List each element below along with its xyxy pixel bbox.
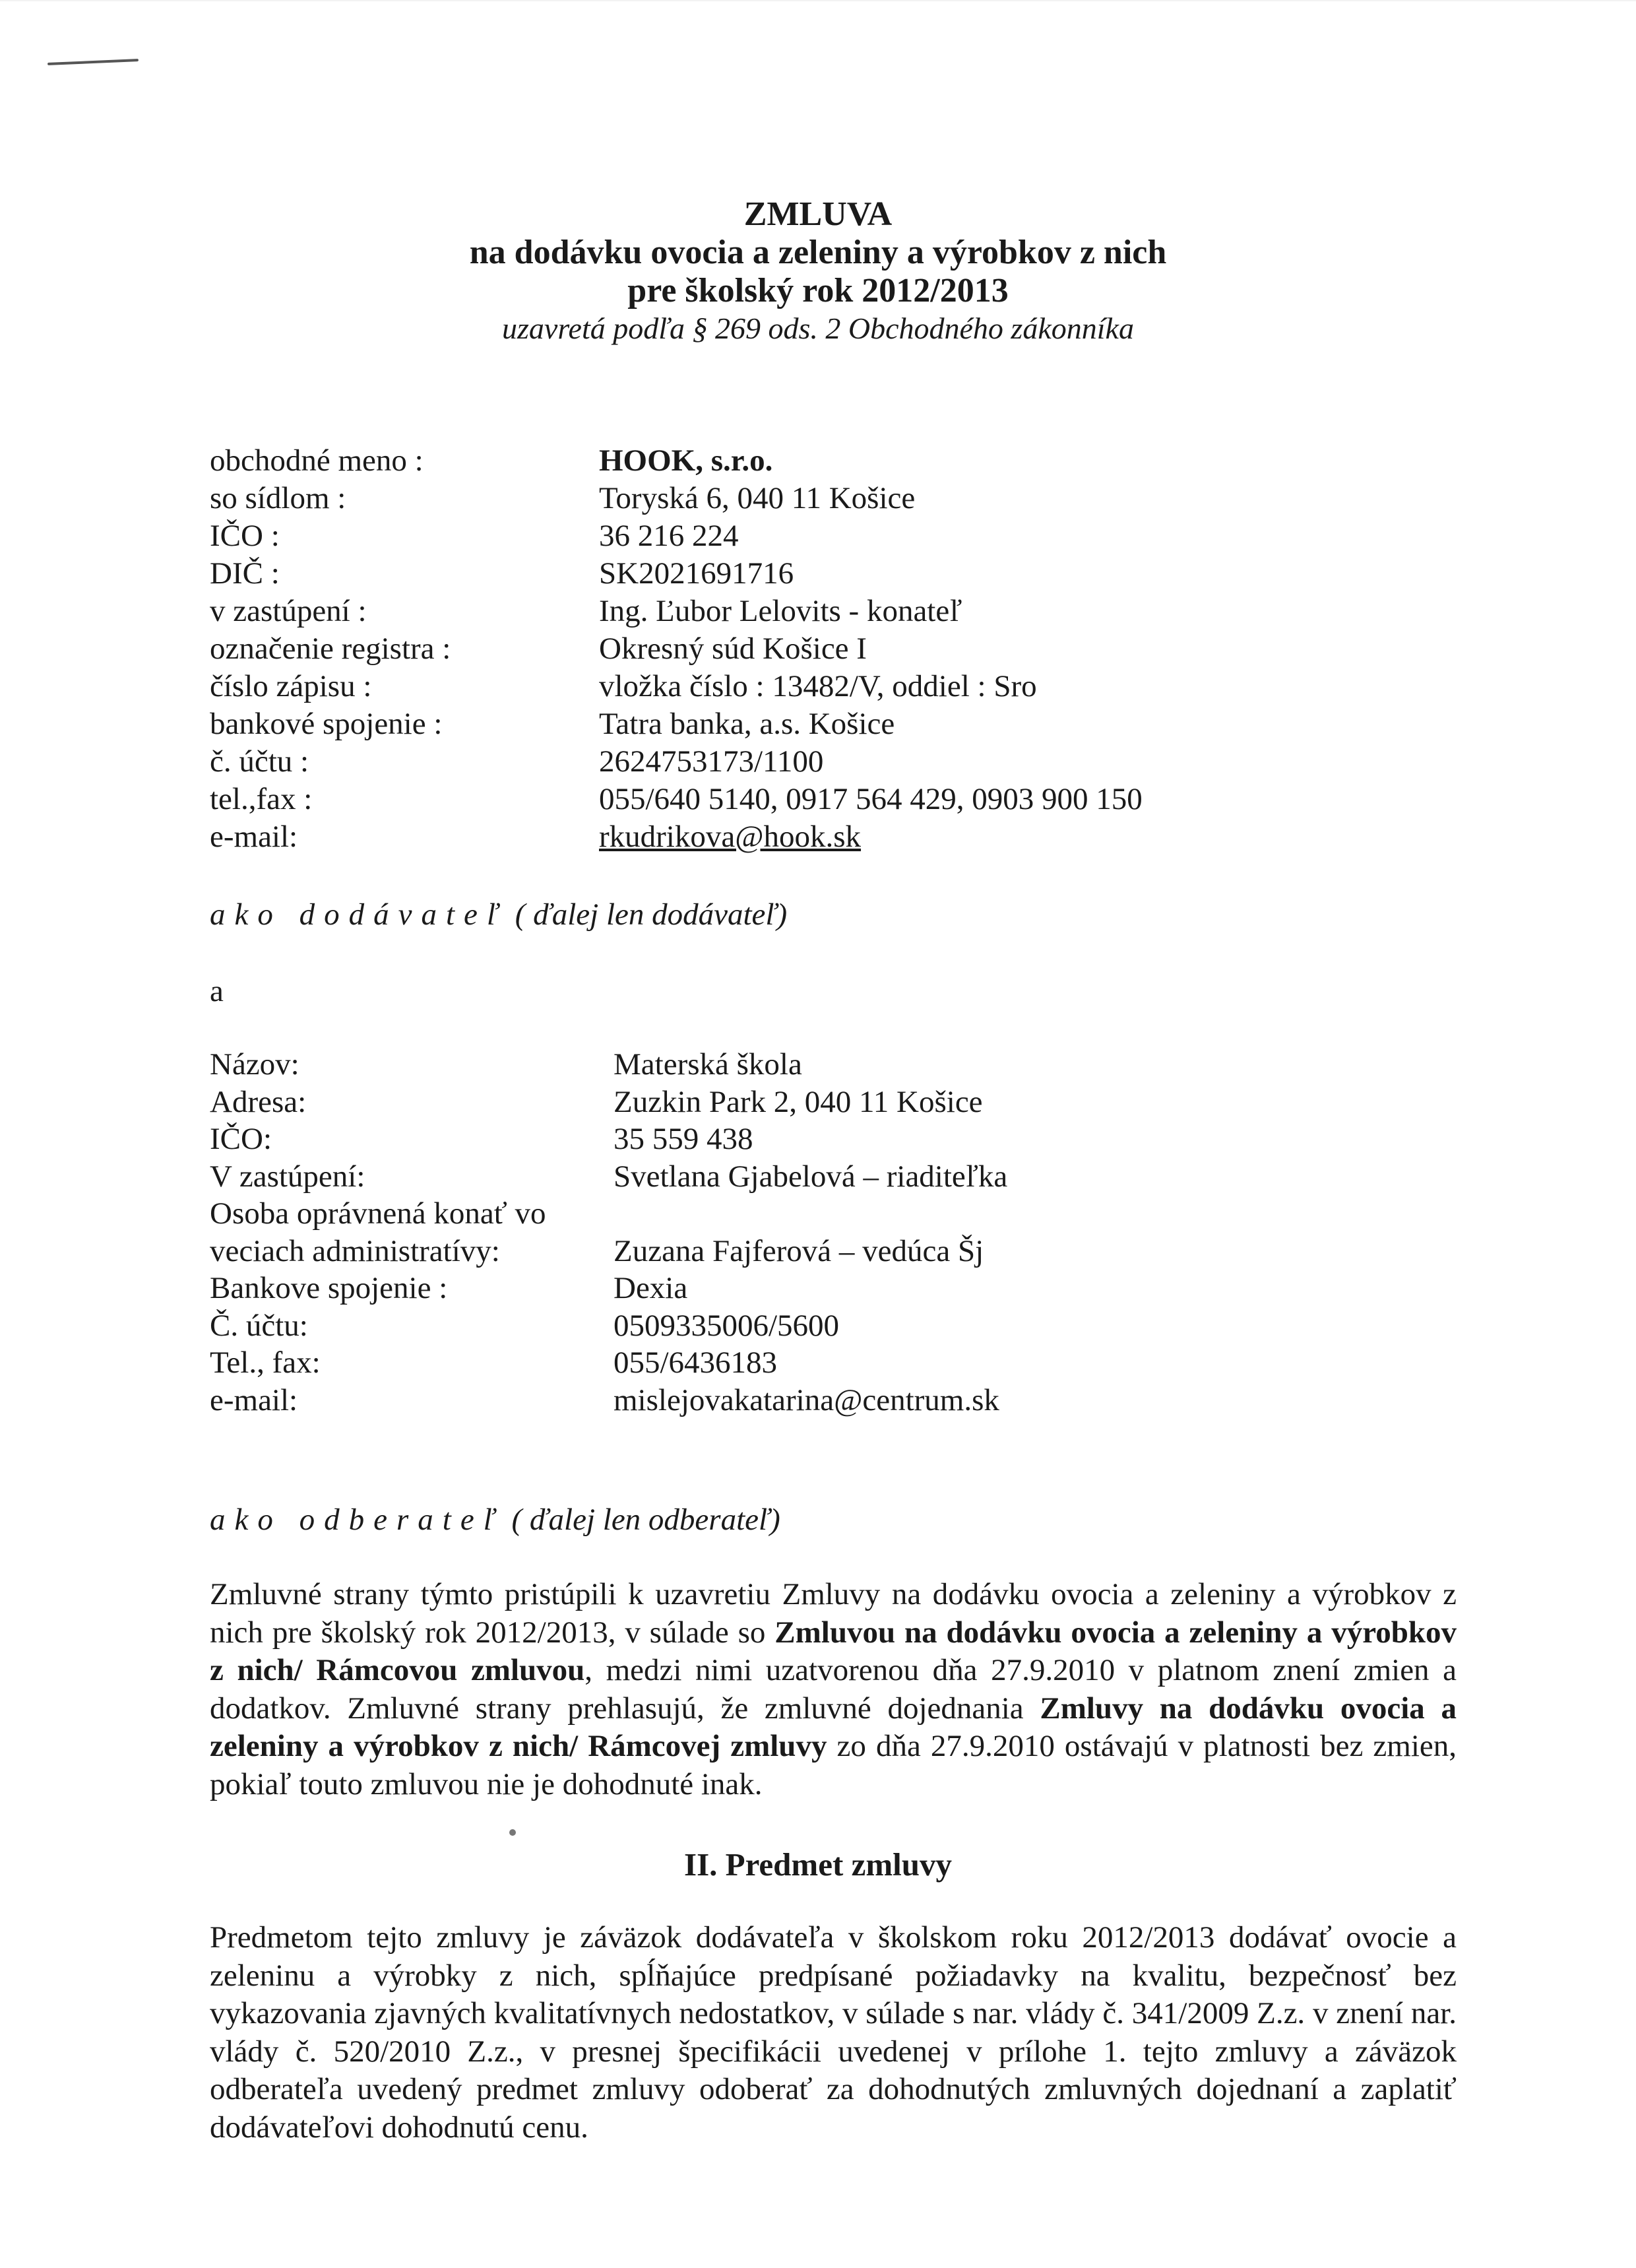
customer-row: Adresa: Zuzkin Park 2, 040 11 Košice	[210, 1084, 983, 1119]
supplier-row: tel.,fax : 055/640 5140, 0917 564 429, 0903 900 150	[210, 782, 1143, 816]
supplier-email-link[interactable]: rkudrikova@hook.sk	[599, 820, 862, 854]
supplier-row: e-mail: rkudrikova@hook.sk	[210, 818, 1529, 856]
supplier-row: IČO : 36 216 224	[210, 519, 739, 553]
customer-role	[210, 1501, 780, 1539]
supplier-row: číslo zápisu : vložka číslo : 13482/V, oddiel : Sro	[210, 669, 1037, 703]
supplier-row: obchodné meno : HOOK, s.r.o.	[210, 442, 1529, 480]
customer-row: IČO: 35 559 438	[210, 1122, 753, 1156]
pen-mark	[47, 59, 139, 65]
ink-dot	[509, 1829, 516, 1836]
conjunction: a	[210, 974, 224, 1008]
supplier-details	[210, 442, 1529, 856]
customer-role-note: ( ďalej len odberateľ)	[511, 1503, 780, 1537]
document-title: ZMLUVA	[743, 195, 893, 233]
document-subtitle: uzavretá podľa § 269 ods. 2 Obchodného zákonníka	[502, 311, 1134, 345]
customer-row: Č. účtu: 0509335006/5600	[210, 1308, 840, 1343]
supplier-row: DIČ : SK2021691716	[210, 556, 794, 591]
customer-row: Tel., fax: 055/6436183	[210, 1345, 778, 1380]
supplier-name: HOOK, s.r.o.	[599, 443, 773, 478]
customer-row: V zastúpení: Svetlana Gjabelová – riaditeľka	[210, 1159, 1008, 1194]
document-title-line3: pre školský rok 2012/2013	[627, 272, 1009, 309]
customer-row: Názov: Materská škola	[210, 1047, 802, 1082]
supplier-row: č. účtu : 2624753173/1100	[210, 744, 824, 779]
customer-email: mislejovakatarina@centrum.sk	[614, 1382, 999, 1417]
framework-contract-ref: Zmluvou na dodávku ovocia a zeleniny a výrobkov z nich/ Rámcovou zmluvou	[210, 1615, 1457, 1687]
supplier-row: v zastúpení : Ing. Ľubor Lelovits - konateľ	[210, 594, 962, 628]
intro-paragraph: Zmluvné strany týmto pristúpili k uzavretiu Zmluvy na dodávku ovocia a zeleniny a výrobkov z nich pre školský rok 2012/2013, v súlade so Zmluvou na dodávku ovocia a zeleniny a výrobkov z nich/ Rámcovou zmluvou, medzi nimi uzatvorenou dňa 27.9.2010 v platnom znení zmien a dodatkov. Zmluvné strany prehlasujú, že zmluvné dojednania Zmluvy na dodávku ovocia a zeleniny a výrobkov z nich/ Rámcovej zmluvy zo dňa 27.9.2010 ostávajú v platnosti bez zmien, pokiaľ touto zmluvou nie je dohodnuté inak.	[210, 1577, 1457, 1801]
document-title-line2: na dodávku ovocia a zeleniny a výrobkov z nich	[469, 234, 1167, 271]
supplier-role-term: ako dodávateľ	[210, 897, 507, 932]
supplier-role	[210, 896, 787, 934]
supplier-row: označenie registra : Okresný súd Košice I	[210, 632, 867, 666]
customer-row: Bankove spojenie : Dexia	[210, 1271, 688, 1305]
customer-details	[210, 1046, 1529, 1419]
supplier-row: bankové spojenie : Tatra banka, a.s. Košice	[210, 707, 895, 741]
customer-row: Osoba oprávnená konať vo	[210, 1196, 546, 1231]
document-header	[0, 195, 1636, 347]
scan-edge	[0, 0, 1636, 1]
framework-contract-ref-2: Zmluvy na dodávku ovocia a zeleniny a výrobkov z nich/ Rámcovej zmluvy	[210, 1691, 1457, 1763]
customer-row: e-mail: mislejovakatarina@centrum.sk	[210, 1382, 1529, 1419]
section-heading: II. Predmet zmluvy	[684, 1846, 952, 1883]
customer-row: veciach administratívy: Zuzana Fajferová – vedúca Šj	[210, 1233, 984, 1268]
customer-role-term: ako odberateľ	[210, 1503, 504, 1537]
section-paragraph: Predmetom tejto zmluvy je záväzok dodávateľa v školskom roku 2012/2013 dodávať ovocie a zeleninu a výrobky z nich, spĺňajúce predpísané požiadavky na kvalitu, bezpečnosť bez vykazovania zjavných kvalitatívnych nedostatkov, v súlade s nar. vlády č. 341/2009 Z.z. v znení nar. vlády č. 520/2010 Z.z., v presnej špecifikácii uvedenej v prílohe 1. tejto zmluvy a záväzok odberateľa uvedený predmet zmluvy odoberať za dohodnutých zmluvných dojednaní a zaplatiť dodávateľovi dohodnutú cenu.	[210, 1920, 1457, 2145]
supplier-row: so sídlom : Toryská 6, 040 11 Košice	[210, 481, 916, 515]
supplier-role-note: ( ďalej len dodávateľ)	[515, 897, 788, 932]
